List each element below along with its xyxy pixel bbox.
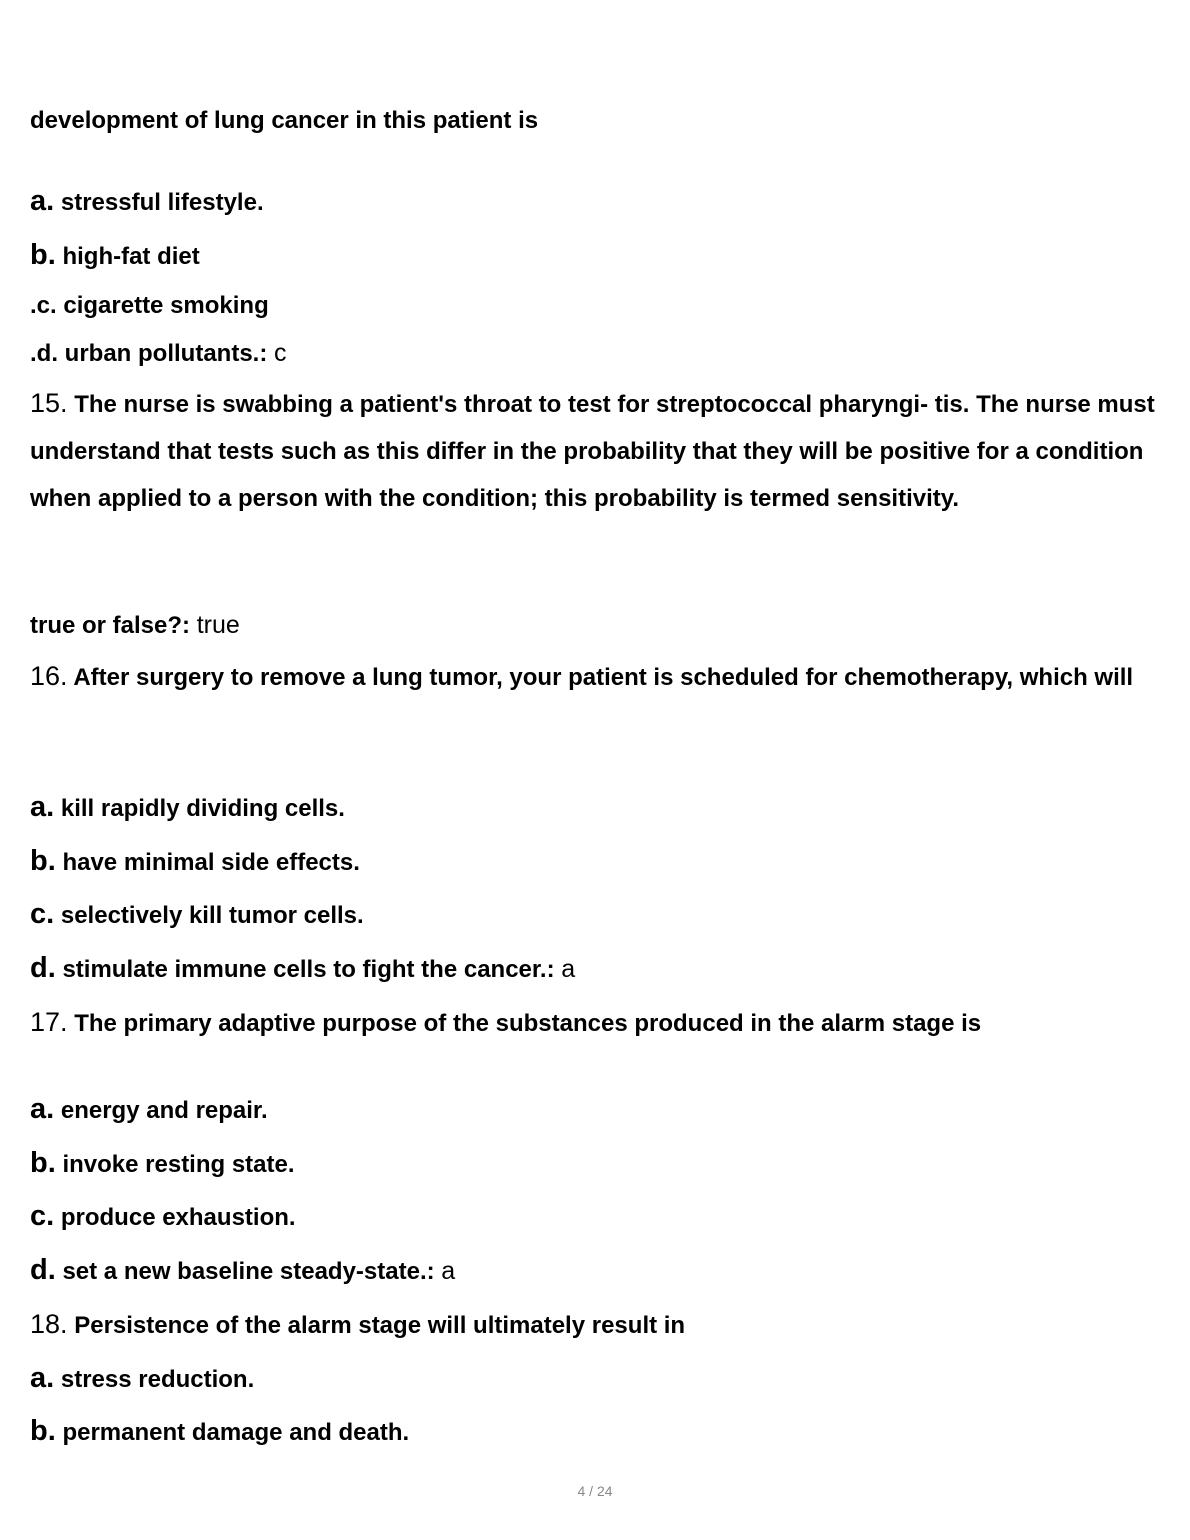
q17-option-c — [30, 1201, 296, 1233]
page-indicator: 4 / 24 — [577, 1483, 613, 1499]
option-text: invoke resting state. — [62, 1151, 295, 1178]
option-text: have minimal side effects. — [62, 849, 360, 876]
option-letter: a. — [30, 1362, 55, 1394]
option-letter: a. — [30, 185, 55, 217]
question-number: 16. — [30, 661, 68, 691]
q18-option-b — [30, 1416, 409, 1448]
question-text: Persistence of the alarm stage will ultimately result in — [74, 1312, 686, 1339]
question-text: After surgery to remove a lung tumor, your patient is scheduled for chemotherapy, which will — [73, 664, 1134, 691]
q15-stem — [30, 380, 1160, 522]
option-text: permanent damage and death. — [62, 1419, 410, 1446]
question-number: 18. — [30, 1309, 68, 1339]
option-letter: a. — [30, 791, 55, 823]
question-number: 17. — [30, 1007, 68, 1037]
q16-stem — [30, 653, 1160, 701]
option-letter: c. — [30, 898, 55, 930]
option-text: high-fat diet — [62, 243, 200, 270]
option-letter: b. — [30, 1147, 56, 1179]
q16-option-a — [30, 792, 345, 824]
option-letter: b. — [30, 239, 56, 271]
option-text: stressful lifestyle. — [60, 189, 264, 216]
option-letter: b. — [30, 1415, 56, 1447]
answer-value: a — [561, 955, 576, 983]
answer-value: a — [441, 1257, 456, 1285]
option-letter: .d. — [30, 340, 58, 367]
q17-option-a — [30, 1094, 268, 1126]
question-text: The nurse is swabbing a patient's throat to test for streptococcal pharyngi- tis. The nurse must understand that tests such as this differ in the probability that they will be positive for a condition when applied to a person with the condition; this probability is termed sensitivity. — [30, 391, 1155, 512]
option-letter: b. — [30, 845, 56, 877]
question-number: 15. — [30, 388, 68, 418]
option-letter: d. — [30, 952, 56, 984]
q16-option-c — [30, 899, 364, 931]
answer-value: true — [196, 611, 240, 639]
option-letter: c. — [30, 1200, 55, 1232]
option-text: urban pollutants.: — [64, 340, 268, 367]
q18-option-a — [30, 1363, 254, 1395]
q14-stem-tail: development of lung cancer in this patient is — [30, 107, 539, 134]
option-letter: .c. — [30, 292, 57, 319]
option-text: stress reduction. — [60, 1366, 255, 1393]
option-letter: a. — [30, 1093, 55, 1125]
option-text: energy and repair. — [60, 1097, 268, 1124]
option-text: selectively kill tumor cells. — [60, 902, 364, 929]
q15-prompt — [30, 610, 240, 641]
option-text: cigarette smoking — [63, 292, 269, 319]
q17-stem — [30, 1007, 981, 1039]
q17-option-d — [30, 1255, 455, 1287]
q14-option-d — [30, 338, 287, 369]
prompt-text: true or false?: — [30, 612, 191, 639]
option-text: kill rapidly dividing cells. — [60, 795, 345, 822]
q16-option-d — [30, 953, 575, 985]
q14-option-a — [30, 186, 264, 218]
option-text: stimulate immune cells to fight the cancer.: — [62, 956, 555, 983]
answer-value: c — [274, 339, 287, 367]
q18-stem — [30, 1309, 685, 1341]
option-letter: d. — [30, 1254, 56, 1286]
q14-option-c — [30, 291, 269, 321]
q17-option-b — [30, 1148, 295, 1180]
option-text: set a new baseline steady-state.: — [62, 1258, 435, 1285]
q14-option-b — [30, 240, 200, 272]
question-text: The primary adaptive purpose of the substances produced in the alarm stage is — [74, 1010, 982, 1037]
q16-option-b — [30, 846, 360, 878]
option-text: produce exhaustion. — [60, 1204, 296, 1231]
